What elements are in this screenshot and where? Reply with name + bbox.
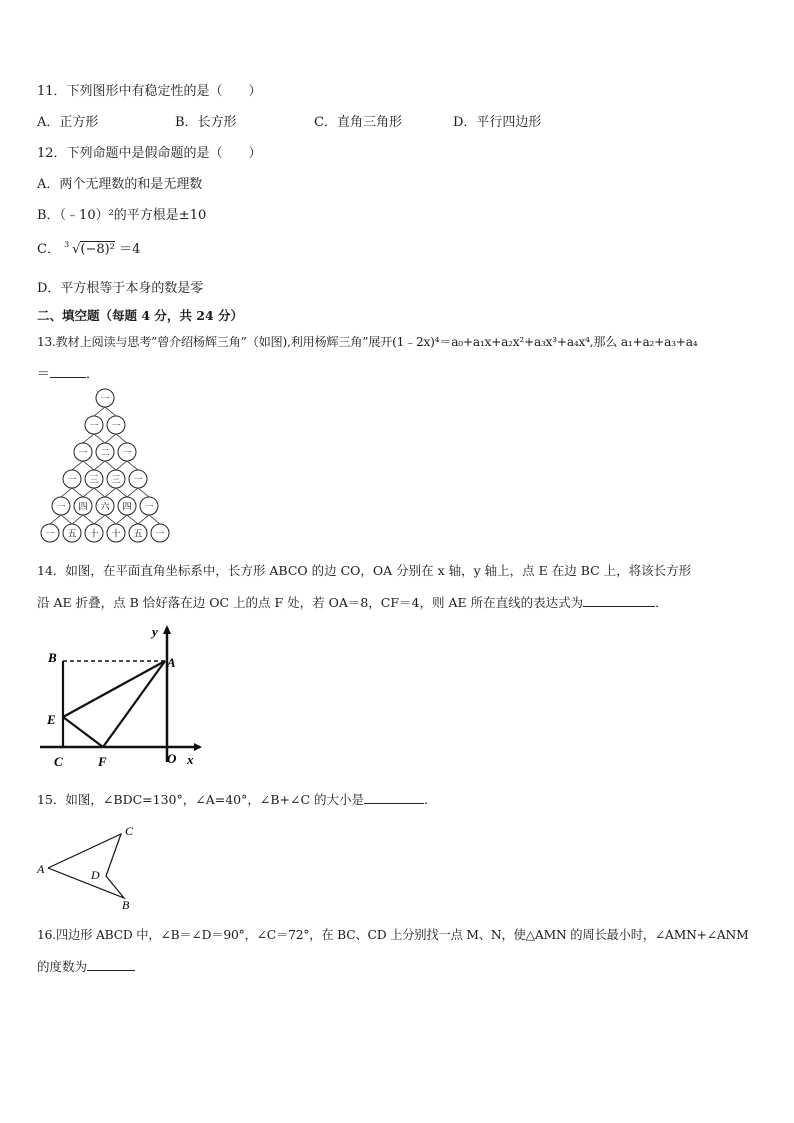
triangle-node-value: 十 xyxy=(89,529,99,540)
label-e: E xyxy=(47,712,56,727)
triangle-connector xyxy=(94,488,105,497)
triangle-node-value: 一 xyxy=(100,394,110,405)
q14-coordinate-figure xyxy=(40,622,210,772)
q16-answer-blank[interactable] xyxy=(87,957,135,971)
q16-line1: 16.四边形 ABCD 中，∠B＝∠D＝90°，∠C＝72°，在 BC、CD 上分别找一点 M、N，使△AMN 的周长最小时，∠AMN+∠ANM xyxy=(37,928,749,942)
triangle-connector xyxy=(83,488,94,497)
x-axis-arrow-icon xyxy=(194,743,202,751)
triangle-connector xyxy=(72,461,83,470)
q12-option-d: D．平方根等于本身的数是零 xyxy=(37,281,204,296)
label-x: x xyxy=(187,752,194,767)
triangle-node-value: 十 xyxy=(111,529,121,540)
triangle-connector xyxy=(50,515,61,524)
triangle-node-value: 五 xyxy=(67,529,77,540)
label-y: y xyxy=(152,624,158,639)
label-b: B xyxy=(48,650,57,665)
q12-option-c xyxy=(37,241,140,259)
radical-sign-icon: √ xyxy=(72,242,81,257)
q11-option-d: D．平行四边形 xyxy=(453,115,542,130)
triangle-node-value: 一 xyxy=(155,529,165,540)
triangle-node-value: 一 xyxy=(144,502,154,513)
triangle-node-value: 六 xyxy=(100,502,110,513)
triangle-node-value: 三 xyxy=(89,475,99,486)
q13-equals: ＝ xyxy=(37,367,51,382)
section-title: 二、填空题（每题 4 分，共 24 分） xyxy=(37,308,244,323)
triangle-connector xyxy=(61,488,72,497)
q14-line1: 14．如图，在平面直角坐标系中，长方形 ABCO 的边 CO，OA 分别在 x 轴，y 轴上，点 E 在边 BC 上，将该长方形 xyxy=(37,563,692,578)
q14-line2 xyxy=(37,593,668,612)
q13-answer-blank[interactable] xyxy=(50,364,86,378)
triangle-connector xyxy=(149,515,160,524)
triangle-connector xyxy=(105,488,116,497)
q15-period: ． xyxy=(424,792,437,807)
triangle-node-value: 一 xyxy=(45,529,55,540)
triangle-node-value: 二 xyxy=(100,448,110,459)
q14-answer-blank[interactable] xyxy=(583,593,655,607)
triangle-node-value: 五 xyxy=(133,529,143,540)
q16-line2 xyxy=(37,957,135,976)
q12-option-c-label: C． xyxy=(37,242,60,257)
triangle-node-value: 一 xyxy=(89,421,99,432)
q15-text: 15．如图，∠BDC=130°，∠A=40°，∠B+∠C 的大小是 xyxy=(37,792,365,807)
triangle-connector xyxy=(83,461,94,470)
triangle-connector xyxy=(138,515,149,524)
label-c: C xyxy=(54,754,63,769)
triangle-connector xyxy=(116,515,127,524)
concave-quadrilateral xyxy=(48,834,124,898)
triangle-node-value: 一 xyxy=(133,475,143,486)
triangle-node-value: 四 xyxy=(122,502,132,513)
triangle-connector xyxy=(138,488,149,497)
label-a: A xyxy=(37,862,45,876)
segment-ef xyxy=(63,717,103,747)
q11-option-a: A．正方形 xyxy=(37,115,99,130)
triangle-connector xyxy=(116,461,127,470)
triangle-connector xyxy=(105,461,116,470)
triangle-connector xyxy=(105,407,116,416)
triangle-connector xyxy=(94,407,105,416)
q11-option-c: C．直角三角形 xyxy=(314,115,402,130)
q12-option-b: B．（﹣10）²的平方根是±10 xyxy=(37,208,207,223)
q13-answer-line xyxy=(37,364,99,384)
label-c: C xyxy=(125,824,134,838)
triangle-connector xyxy=(127,488,138,497)
q14-period: ． xyxy=(655,595,668,610)
triangle-connector xyxy=(83,515,94,524)
triangle-node-value: 四 xyxy=(78,502,88,513)
q15-stem xyxy=(37,790,437,809)
cube-root-expression: 3 √(−8)² xyxy=(64,240,115,257)
label-f: F xyxy=(98,754,107,769)
triangle-connector xyxy=(72,488,83,497)
q12-option-a: A．两个无理数的和是无理数 xyxy=(37,177,203,192)
triangle-connector xyxy=(105,434,116,443)
label-b: B xyxy=(122,898,130,912)
label-o: O xyxy=(167,751,177,766)
q11-stem: 11．下列图形中有稳定性的是（ ） xyxy=(37,84,262,99)
label-a: A xyxy=(167,655,176,670)
q11-option-b: B．长方形 xyxy=(175,115,237,130)
triangle-node-value: 一 xyxy=(111,421,121,432)
q12-option-c-result: ＝4 xyxy=(119,242,141,257)
triangle-connector xyxy=(127,461,138,470)
q15-answer-blank[interactable] xyxy=(364,790,424,804)
radicand: (−8)² xyxy=(80,242,115,257)
q13-stem: 13.教材上阅读与思考”曾介绍杨辉三角”（如图),利用杨辉三角”展开(1﹣2x)⁴＝a₀+a₁x+a₂x²+a₃x³+a₄x⁴,那么 a₁+a₂+a₃+a₄ xyxy=(37,335,698,349)
y-axis-arrow-icon xyxy=(163,625,171,634)
yanghui-triangle-figure xyxy=(40,385,180,555)
triangle-node-value: 一 xyxy=(56,502,66,513)
label-d: D xyxy=(91,868,100,882)
triangle-connector xyxy=(83,434,94,443)
triangle-connector xyxy=(72,515,83,524)
triangle-node-value: 三 xyxy=(111,475,121,486)
triangle-connector xyxy=(94,515,105,524)
triangle-connector xyxy=(116,434,127,443)
segment-af xyxy=(103,661,165,747)
triangle-connector xyxy=(61,515,72,524)
segment-ae xyxy=(63,661,165,717)
triangle-connector xyxy=(116,488,127,497)
triangle-connector xyxy=(105,515,116,524)
q16-line2-text: 的度数为 xyxy=(37,959,88,974)
triangle-connector xyxy=(127,515,138,524)
q15-figure xyxy=(36,822,146,914)
triangle-node-value: 一 xyxy=(78,448,88,459)
triangle-connector xyxy=(94,434,105,443)
triangle-connector xyxy=(94,461,105,470)
q12-stem: 12．下列命题中是假命题的是（ ） xyxy=(37,146,262,161)
q13-period: ． xyxy=(86,367,100,382)
triangle-node-value: 一 xyxy=(122,448,132,459)
q14-line2-text: 沿 AE 折叠，点 B 恰好落在边 OC 上的点 F 处，若 OA＝8，CF＝4，则 AE 所在直线的表达式为 xyxy=(37,595,584,610)
triangle-node-value: 一 xyxy=(67,475,77,486)
